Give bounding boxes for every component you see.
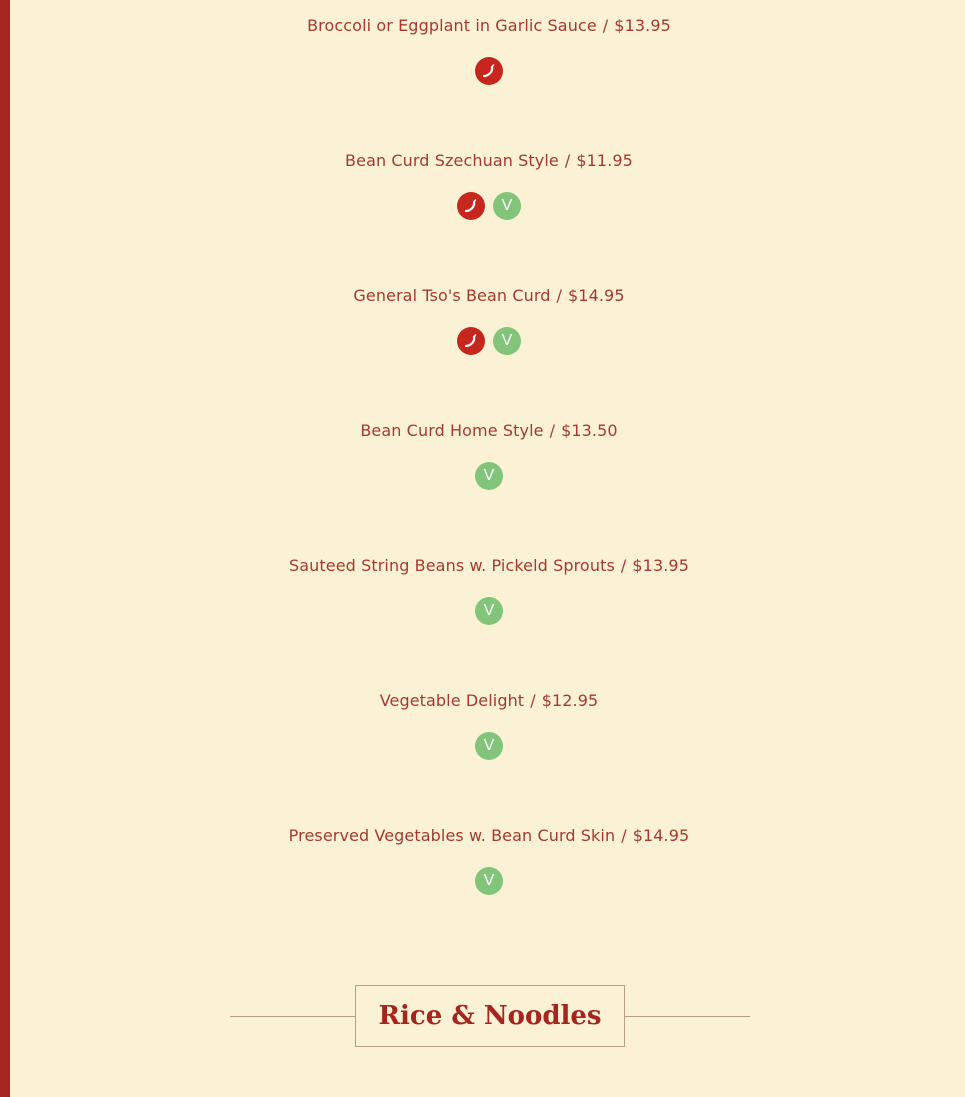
menu-item-line (10, 151, 965, 171)
menu-item (10, 810, 965, 945)
menu-item-line (10, 421, 965, 441)
diet-badges (10, 597, 965, 625)
price-separator: / (549, 421, 556, 440)
menu-item-price: $13.95 (632, 556, 689, 575)
price-separator: / (564, 151, 571, 170)
chili-pepper-icon (475, 57, 503, 85)
menu-item-name: Vegetable Delight (379, 691, 525, 710)
chili-pepper-icon (457, 327, 485, 355)
menu-item (10, 270, 965, 405)
section-title-box (355, 985, 625, 1047)
vegetarian-icon: V (475, 597, 503, 625)
price-separator: / (620, 556, 627, 575)
menu-item (10, 675, 965, 810)
vegetarian-icon: V (475, 462, 503, 490)
vegetarian-icon: V (493, 327, 521, 355)
menu-item-line (10, 556, 965, 576)
vegetarian-icon: V (493, 192, 521, 220)
section-title: Rice & Noodles (378, 1001, 602, 1031)
menu-item-line (10, 16, 965, 36)
menu-item-name: General Tso's Bean Curd (353, 286, 551, 305)
menu-item-name: Sauteed String Beans w. Pickeld Sprouts (289, 556, 615, 575)
menu-item-price: $12.95 (541, 691, 599, 710)
left-accent-bar (0, 0, 10, 1097)
menu-item (10, 540, 965, 675)
menu-list (10, 0, 965, 945)
vegetarian-icon: V (475, 732, 503, 760)
menu-item-name: Bean Curd Home Style (360, 421, 544, 440)
diet-badges (10, 327, 965, 355)
chili-pepper-icon (457, 192, 485, 220)
price-separator: / (621, 826, 627, 845)
diet-badges (10, 192, 965, 220)
menu-item (10, 0, 965, 135)
menu-item-price: $13.50 (561, 421, 618, 440)
menu-item-price: $14.95 (568, 286, 625, 305)
menu-item-line (10, 691, 965, 711)
diet-badges (10, 867, 965, 895)
price-separator: / (556, 286, 563, 305)
section-divider-right (624, 1016, 750, 1017)
menu-item-name: Broccoli or Eggplant in Garlic Sauce (307, 16, 597, 35)
menu-item-price: $14.95 (632, 826, 690, 845)
menu-item-line (10, 286, 965, 306)
menu-item-name: Bean Curd Szechuan Style (345, 151, 559, 170)
diet-badges (10, 57, 965, 85)
price-separator: / (602, 16, 609, 35)
menu-item-price: $13.95 (614, 16, 671, 35)
section-header (230, 985, 750, 1047)
section-divider-left (230, 1016, 356, 1017)
menu-item (10, 405, 965, 540)
menu-item (10, 135, 965, 270)
price-separator: / (530, 691, 536, 710)
menu-item-line (10, 826, 965, 846)
diet-badges (10, 462, 965, 490)
menu-item-name: Preserved Vegetables w. Bean Curd Skin (288, 826, 616, 845)
diet-badges (10, 732, 965, 760)
menu-item-price: $11.95 (576, 151, 633, 170)
vegetarian-icon: V (475, 867, 503, 895)
